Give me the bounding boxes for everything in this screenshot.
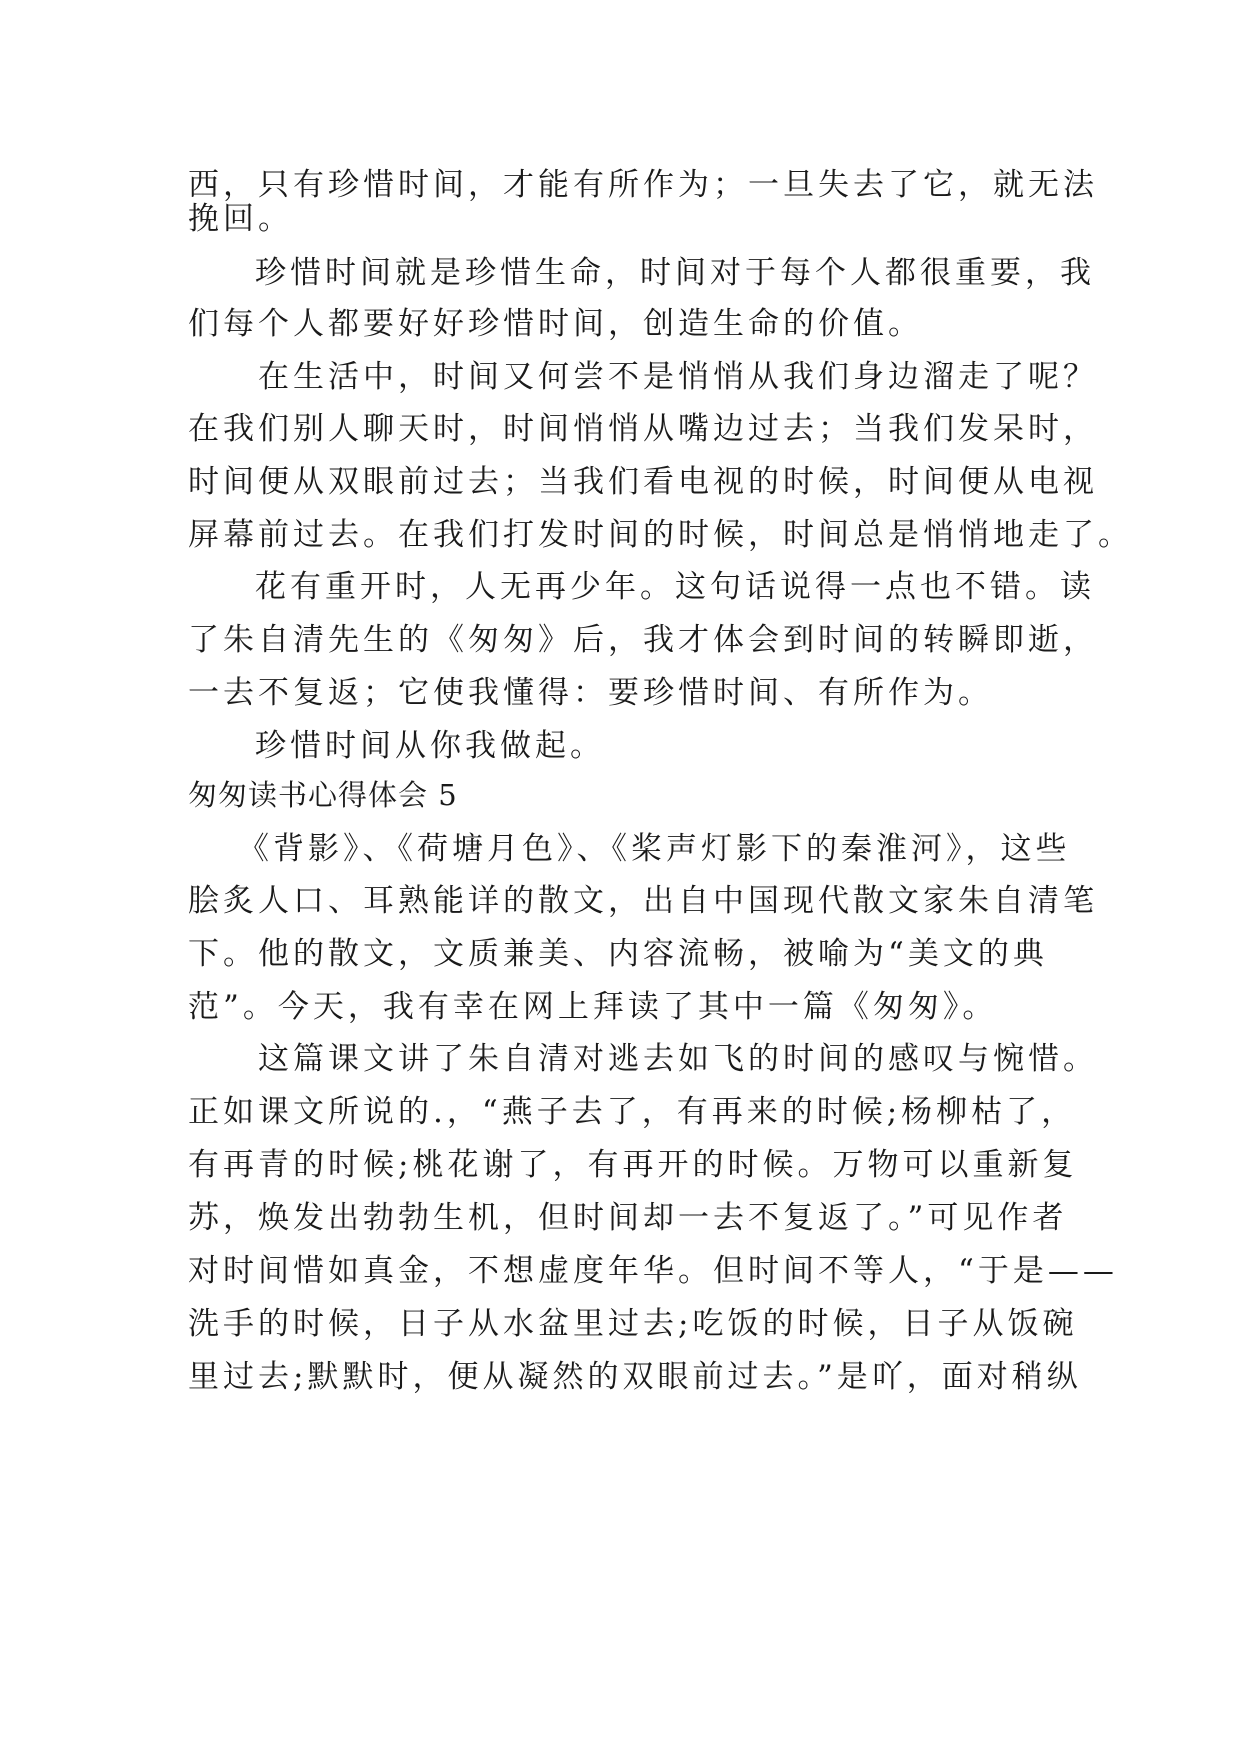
text-line: 们每个人都要好好珍惜时间，创造生命的价值。 — [188, 306, 923, 342]
text-line: 《背影》、《荷塘月色》、《桨声灯影下的秦淮河》，这些 — [238, 831, 1071, 867]
text-line: 脍炙人口、耳熟能详的散文，出自中国现代散文家朱自清笔 — [188, 883, 1098, 919]
text-line: 时间便从双眼前过去；当我们看电视的时候，时间便从电视 — [188, 464, 1098, 500]
text-line: 这篇课文讲了朱自清对逃去如飞的时间的感叹与惋惜。 — [258, 1041, 1098, 1077]
text-line: 苏，焕发出勃勃生机，但时间却一去不复返了。”可见作者 — [188, 1200, 1068, 1236]
text-line: 了朱自清先生的《匆匆》后，我才体会到时间的转瞬即逝， — [188, 622, 1098, 658]
text-line: 花有重开时，人无再少年。这句话说得一点也不错。读 — [255, 569, 1095, 605]
text-line: 里过去;默默时，便从凝然的双眼前过去。”是吖，面对稍纵 — [188, 1359, 1082, 1395]
text-line: 屏幕前过去。在我们打发时间的时候，时间总是悄悄地走了。 — [188, 517, 1133, 553]
text-line: 对时间惜如真金，不想虚度年华。但时间不等人，“于是—— — [188, 1253, 1118, 1289]
text-line: 洗手的时候，日子从水盆里过去;吃饭的时候，日子从饭碗 — [188, 1306, 1078, 1342]
text-line: 挽回。 — [188, 201, 293, 237]
text-line: 在生活中，时间又何尝不是悄悄从我们身边溜走了呢？ — [258, 359, 1098, 395]
section-heading: 匆匆读书心得体会 5 — [188, 778, 458, 812]
text-line: 有再青的时候;桃花谢了，有再开的时候。万物可以重新复 — [188, 1147, 1078, 1183]
text-line: 下。他的散文，文质兼美、内容流畅，被喻为“美文的典 — [188, 936, 1048, 972]
text-line: 正如课文所说的.，“燕子去了，有再来的时候;杨柳枯了， — [188, 1094, 1077, 1130]
text-line: 珍惜时间就是珍惜生命，时间对于每个人都很重要，我 — [255, 255, 1095, 291]
text-line: 范”。今天，我有幸在网上拜读了其中一篇《匆匆》。 — [188, 989, 998, 1025]
text-line: 珍惜时间从你我做起。 — [255, 728, 605, 764]
text-line: 西，只有珍惜时间，才能有所作为；一旦失去了它，就无法 — [188, 167, 1098, 203]
text-line: 一去不复返；它使我懂得：要珍惜时间、有所作为。 — [188, 675, 993, 711]
text-line: 在我们别人聊天时，时间悄悄从嘴边过去；当我们发呆时， — [188, 411, 1098, 447]
